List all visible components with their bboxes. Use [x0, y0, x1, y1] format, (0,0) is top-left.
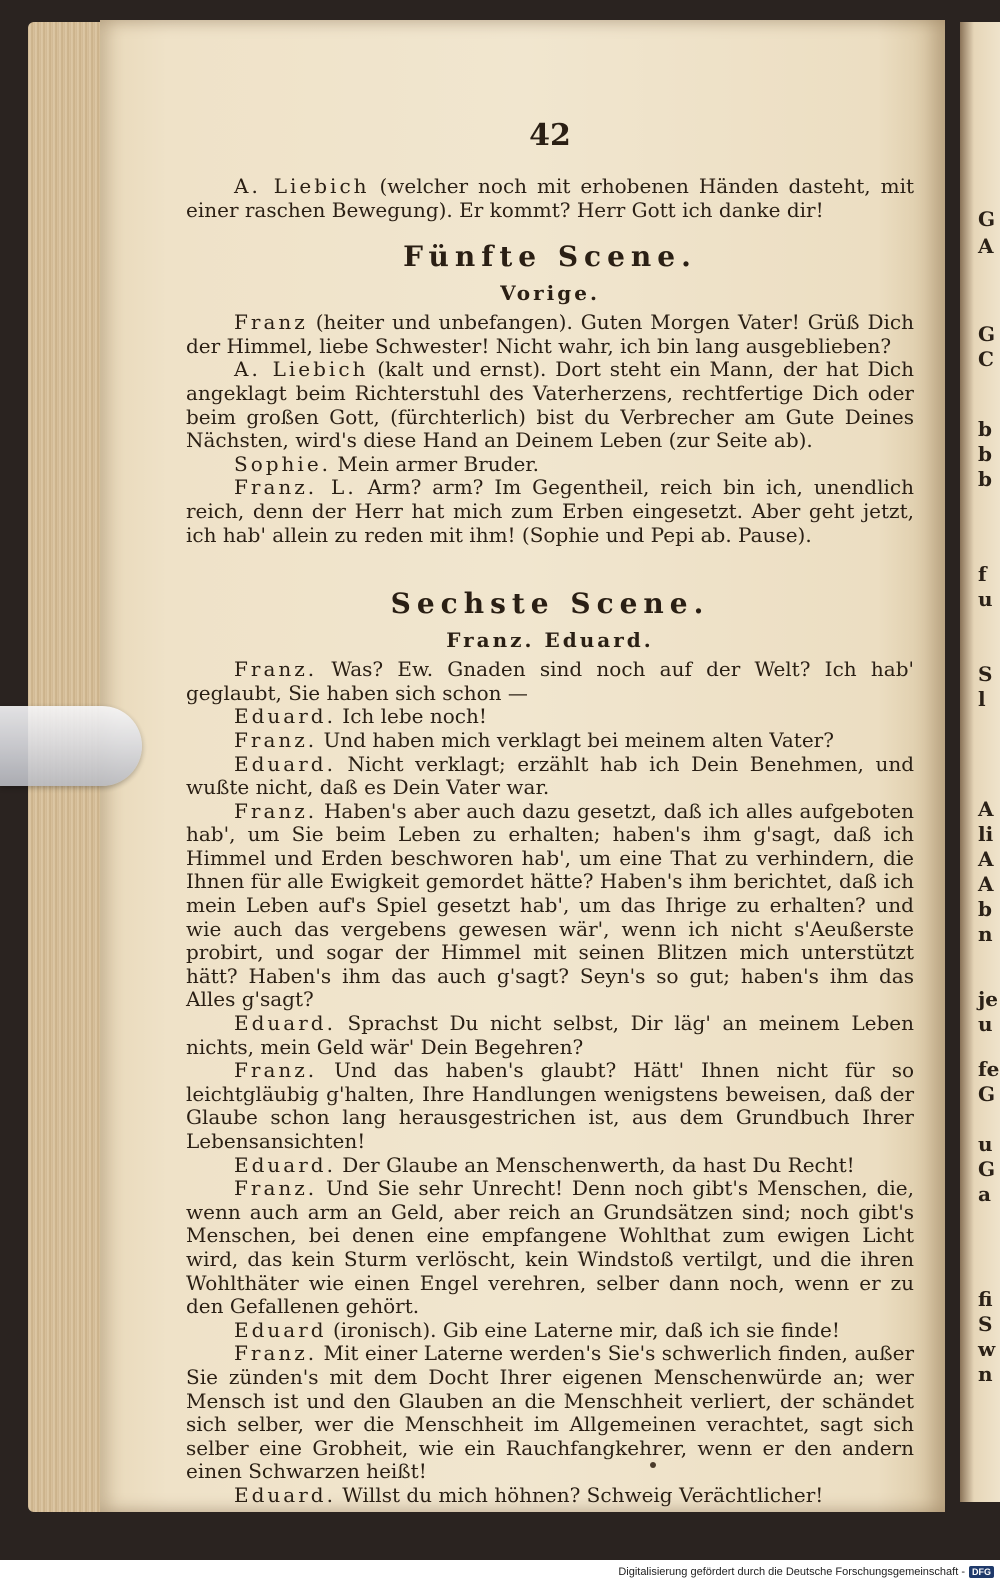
speaker-name: Franz. [234, 727, 318, 752]
facing-page-fragment: je [978, 987, 998, 1011]
facing-page-fragment: fi [978, 1287, 993, 1311]
facing-page-fragment: G [978, 322, 996, 346]
dialogue-text: Und haben mich verklagt bei meinem alten Vater? [323, 727, 834, 752]
digitization-credit [618, 1566, 994, 1578]
dialogue-line [186, 753, 914, 800]
dialogue-line [186, 1154, 914, 1178]
dialogue-line [186, 729, 914, 753]
dialogue-text: (kalt und ernst). Dort steht ein Mann, der hat Dich angeklagt beim Richterstuhl des Vaterherzens, rechtfertige Dich oder beim großen Gott, (fürchterlich) bist du Verbrecher am Gute Deines Nächsten, wird's diese Hand an Deinem Leben (zur Seite ab). [186, 357, 915, 453]
facing-page-fragment: b [978, 442, 992, 466]
page-number: 42 [529, 118, 571, 153]
facing-page-fragment: f [978, 562, 987, 586]
facing-page-fragment: fe [978, 1057, 1000, 1081]
facing-page-strip [960, 22, 1000, 1502]
facing-page-fragment: b [978, 897, 992, 921]
facing-page-fragment: l [978, 687, 986, 711]
dialogue-text: Und Sie sehr Unrecht! Denn noch gibt's Menschen, die, wenn auch arm an Geld, aber reich an Grundsätzen sind; noch gibt's Menschen, bei denen eine empfangene Wohlthat zum ewigen Licht wird, das kein Sturm verlöscht, kein Windstoß vertilgt, und die ihren Wohlthäter wie einen Engel verehren, selber dann noch, wenn er zu den Gefallenen gehört. [186, 1176, 915, 1319]
dialogue-text: Der Glaube an Menschenwerth, da hast Du Recht! [342, 1152, 855, 1177]
page-holder-clip [0, 706, 142, 786]
facing-page-fragment: A [978, 847, 994, 871]
speaker-name: Franz. [234, 657, 318, 682]
facing-page-fragment: A [978, 797, 994, 821]
ink-speck [650, 1462, 656, 1468]
scene-title: Sechste Scene. [390, 587, 710, 621]
dialogue-line [186, 358, 914, 452]
facing-page-fragment: S [978, 1312, 993, 1336]
facing-page-fragment: li [978, 822, 994, 846]
facing-page-fragment: u [978, 587, 993, 611]
dialogue-text: Was? Ew. Gnaden sind noch auf der Welt? Ich hab' geglaubt, Sie haben sich schon — [186, 657, 915, 705]
dialogue-text: (welcher noch mit erhobenen Händen dasteht, mit einer raschen Bewegung). Er kommt? Herr Gott ich danke dir! [186, 174, 915, 222]
dialogue-line [186, 476, 914, 547]
speaker-name: A. Liebich [234, 357, 369, 382]
dfg-logo-icon: DFG [969, 1566, 994, 1578]
speaker-name: Franz. [234, 798, 318, 823]
speaker-name: Franz. [234, 1341, 318, 1366]
dialogue-text: Sprachst Du nicht selbst, Dir läg' an meinem Leben nichts, mein Geld wär' Dein Begehren? [186, 1011, 914, 1059]
facing-page-fragment: b [978, 417, 992, 441]
dialogue-line [186, 1012, 914, 1059]
facing-page-fragment: w [978, 1337, 996, 1361]
scene-cast: Vorige. [500, 281, 600, 306]
dialogue-line [186, 311, 914, 358]
dialogue-text: Willst du mich höhnen? Schweig Verächtlicher! [342, 1482, 824, 1507]
dialogue-line [186, 453, 914, 477]
facing-page-fragment: n [978, 1362, 993, 1386]
speaker-name: Franz. L. [234, 475, 357, 500]
facing-page-fragment: G [978, 1082, 996, 1106]
facing-page-fragment: A [978, 234, 994, 258]
speaker-name: Sophie. [234, 451, 332, 476]
speaker-name: Eduard. [234, 1482, 336, 1507]
speaker-name: Eduard. [234, 1011, 336, 1036]
dialogue-line [186, 800, 914, 1012]
credit-text: Digitalisierung gefördert durch die Deutsche Forschungsgemeinschaft - [618, 1566, 965, 1578]
dialogue-line [186, 658, 914, 705]
dialogue-line [186, 175, 914, 222]
facing-page-fragment: u [978, 1012, 993, 1036]
facing-page-fragment: G [978, 1157, 996, 1181]
page-content [186, 118, 914, 1508]
facing-page-fragment: C [978, 347, 994, 371]
dialogue-text: (ironisch). Gib eine Laterne mir, daß ich sie finde! [332, 1317, 840, 1342]
facing-page-fragment: u [978, 1132, 993, 1156]
speaker-name: Eduard. [234, 751, 336, 776]
facing-page-fragment: G [978, 207, 996, 231]
speaker-name: A. Liebich [234, 174, 370, 198]
speaker-name: Franz. [234, 1058, 318, 1083]
scene-cast: Franz. Eduard. [446, 628, 654, 653]
dialogue-line [186, 1484, 914, 1508]
dialogue-text: Mein armer Bruder. [337, 451, 540, 476]
speaker-name: Eduard. [234, 1152, 336, 1177]
speaker-name: Franz [234, 310, 308, 335]
dialogue-text: (heiter und unbefangen). Guten Morgen Vater! Grüß Dich der Himmel, liebe Schwester! Nicht wahr, ich bin lang ausgeblieben? [186, 310, 914, 358]
dialogue-line [186, 1177, 914, 1319]
dialogue-text: Arm? arm? Im Gegentheil, reich bin ich, unendlich reich, denn der Herr hat mich zum Erben eingesetzt. Aber geht jetzt, ich hab' allein zu reden mit ihm! (Sophie und Pepi ab. Pause). [186, 475, 914, 547]
dialogue-text: Mit einer Laterne werden's Sie's schwerlich finden, außer Sie zünden's mit dem Docht Ihrer eigenen Menschenwürde an; wer Mensch ist und den Glauben an die Menschheit verliert, der schändet sich selber, wer die Menschheit im Allgemeinen verachtet, sagt sich selber eine Grobheit, wie ein Rauchfangkehrer, wenn er den andern einen Schwarzen heißt! [186, 1341, 914, 1484]
dialogue-text: Haben's aber auch dazu gesetzt, daß ich alles aufgeboten hab', um Sie beim Leben zu erhalten; haben's ihm g'sagt, daß ich Himmel und Erden beschworen hab', um eine That zu verhindern, die Ihnen für alle Ewigkeit gemordet hätte? Haben's ihm berichtet, daß ich mein Leben auf's Spiel gesetzt hab', um das Ihrige zu erhalten? und wie auch das vergebens gewesen wär', wenn ich nicht s'Aeußerste probirt, und sogar der Himmel mit seinen Blitzen mich unterstützt hätt? Haben's ihm das auch g'sagt? Seyn's so gut; haben's ihm das Alles g'sagt? [186, 798, 914, 1012]
dialogue-line [186, 705, 914, 729]
dialogue-line [186, 1319, 914, 1343]
facing-page-fragment: S [978, 662, 993, 686]
dialogue-line [186, 1059, 914, 1153]
facing-page-fragment: b [978, 467, 992, 491]
facing-page-fragment: a [978, 1182, 991, 1206]
dialogue-text: Ich lebe noch! [342, 704, 487, 729]
speaker-name: Eduard. [234, 704, 336, 729]
facing-page-fragment: A [978, 872, 994, 896]
dialogue-text: Und das haben's glaubt? Hätt' Ihnen nicht für so leichtgläubig g'halten, Ihre Handlungen wenigstens beweisen, daß der Glaube schon lang herausgestrichen ist, aus dem Grundbuch Ihrer Lebensansichten! [186, 1058, 914, 1153]
dialogue-line [186, 1342, 914, 1484]
scene-title: Fünfte Scene. [403, 240, 697, 274]
dialogue-text: Nicht verklagt; erzählt hab ich Dein Benehmen, und wußte nicht, daß es Dein Vater war. [186, 751, 915, 800]
speaker-name: Eduard [234, 1317, 327, 1342]
speaker-name: Franz. [234, 1176, 318, 1201]
facing-page-fragment: n [978, 922, 993, 946]
